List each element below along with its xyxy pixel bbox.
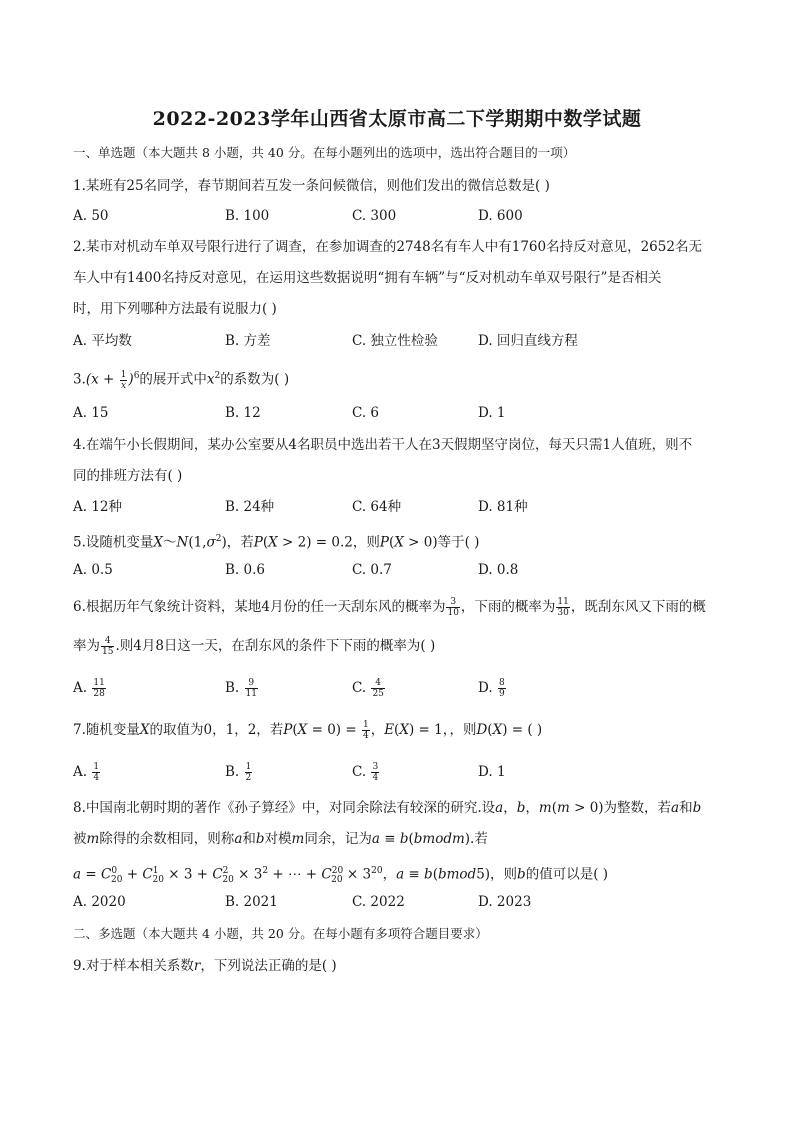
option-c: C. 64种 <box>352 499 402 515</box>
option-a: A. $\frac{11}{28}$ <box>73 678 105 699</box>
option-a: A. 平均数 <box>73 333 132 349</box>
question-8-stem-line-2: 被m除得的余数相同，则称a和b对模m同余，记为a ≡ b(bmodm).若 <box>73 831 488 847</box>
option-d: D. 1 <box>478 405 506 421</box>
option-c: C. 6 <box>352 405 380 421</box>
question-3-stem: 3.(x + $\frac{1}{x}$ )$^6$的展开式中$x^2$的系数为( ) <box>73 369 290 391</box>
option-b: B. 2021 <box>225 894 278 910</box>
option-c: C. 0.7 <box>352 562 392 578</box>
question-8-stem-line-3: $a = C^0_{20} + C^1_{20} \times 3 + C^2_{20} \times 3^2$ + ⋯ + $C^{20}_{20} \times 3^{20}$，a ≡ b(bmod5)，则b的值可以是( ) <box>73 866 609 886</box>
option-a: A. 0.5 <box>73 562 113 578</box>
option-d: D. 0.8 <box>478 562 519 578</box>
page-title: 2022-2023学年山西省太原市高二下学期期中数学试题 <box>152 108 642 130</box>
question-6-stem-line-1: 6.根据历年气象统计资料，某地4月份的任一天刮东风的概率为 $\frac{3}{10}$ ，下雨的概率为 $\frac{11}{30}$ ，既刮东风又下雨的概 <box>73 597 706 618</box>
option-b: B. 0.6 <box>225 562 265 578</box>
option-b: B. 方差 <box>225 333 271 349</box>
option-d: D. 81种 <box>478 499 528 515</box>
option-c: C. $\frac{4}{25}$ <box>352 678 384 699</box>
section-heading-multiple-choice: 二、多选题（本大题共 4 小题，共 20 分。在每小题有多项符合题目要求） <box>73 926 488 941</box>
option-a: A. $\frac{1}{4}$ <box>73 762 100 783</box>
question-5-stem: 5.设随机变量$X\sim N(1,\sigma^2)$，若P(X > 2) = 0.2，则P(X > 0)等于( ) <box>73 534 480 551</box>
option-a: A. 12种 <box>73 499 123 515</box>
option-a: A. 50 <box>73 208 109 224</box>
section-heading-single-choice: 一、单选题（本大题共 8 小题，共 40 分。在每小题列出的选项中，选出符合题目的一项） <box>73 145 576 160</box>
option-c: C. 独立性检验 <box>352 333 438 349</box>
option-b: B. $\frac{9}{11}$ <box>225 678 257 699</box>
option-b: B. 100 <box>225 208 270 224</box>
option-d: D. 回归直线方程 <box>478 333 578 349</box>
question-4-stem-line-2: 同的排班方法有( ) <box>73 468 183 484</box>
option-d: D. 600 <box>478 208 523 224</box>
option-d: D. $\frac{8}{9}$ <box>478 678 505 699</box>
question-4-stem-line-1: 4.在端午小长假期间，某办公室要从4名职员中选出若干人在3天假期坚守岗位，每天只需1人值班，则不 <box>73 437 693 453</box>
option-b: B. 24种 <box>225 499 275 515</box>
option-a: A. 15 <box>73 405 109 421</box>
question-2-stem-line-3: 时，用下列哪种方法最有说服力( ) <box>73 301 277 317</box>
question-8-stem-line-1: 8.中国南北朝时期的著作《孙子算经》中，对同余除法有较深的研究.设a，b，m(m > 0)为整数，若a和b <box>73 800 702 816</box>
option-c: C. 2022 <box>352 894 405 910</box>
question-7-stem: 7.随机变量X的取值为0，1，2，若P(X = 0) = $\frac{1}{4}$ ，E(X) = 1，，则D(X) = ( ) <box>73 720 543 741</box>
question-6-stem-line-2: 率为 $\frac{4}{15}$ .则4月8日这一天，在刮东风的条件下下雨的概率为( ) <box>73 636 436 657</box>
option-c: C. $\frac{3}{4}$ <box>352 762 379 783</box>
option-b: B. $\frac{1}{2}$ <box>225 762 252 783</box>
question-2-stem-line-2: 车人中有1400名持反对意见，在运用这些数据说明“拥有车辆”与“反对机动车单双号限行”是否相关 <box>73 270 662 286</box>
option-b: B. 12 <box>225 405 261 421</box>
question-1-stem: 1.某班有25名同学，春节期间若互发一条问候微信，则他们发出的微信总数是( ) <box>73 178 550 194</box>
option-a: A. 2020 <box>73 894 126 910</box>
question-2-stem-line-1: 2.某市对机动车单双号限行进行了调查，在参加调查的2748名有车人中有1760名持反对意见，2652名无 <box>73 239 702 255</box>
option-d: D. 2023 <box>478 894 532 910</box>
option-c: C. 300 <box>352 208 397 224</box>
question-9-stem: 9.对于样本相关系数r，下列说法正确的是( ) <box>73 958 337 974</box>
option-d: D. 1 <box>478 764 506 780</box>
